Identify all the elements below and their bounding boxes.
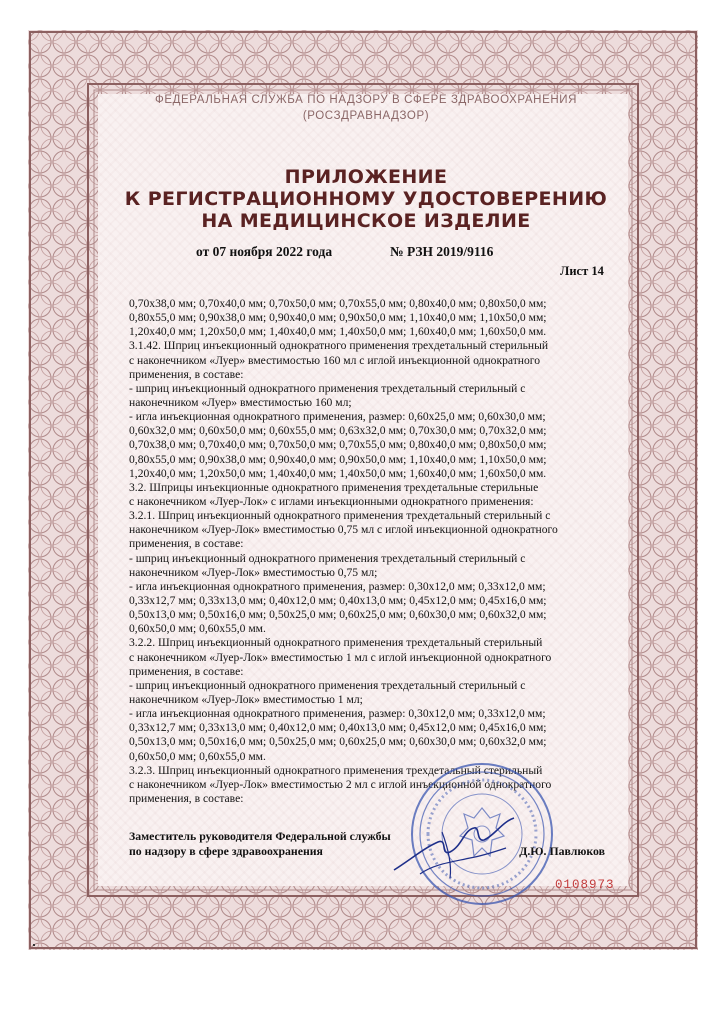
title-line-3: НА МЕДИЦИНСКОЕ ИЗДЕЛИЕ [201, 210, 531, 232]
body-text-line: с наконечником «Луер-Лок» вместимостью 2 мл с иглой инъекционной однократного [129, 777, 552, 791]
body-text-line: - шприц инъекционный однократного применения трехдетальный стерильный с [129, 551, 526, 565]
body-text-line: - шприц инъекционный однократного применения трехдетальный стерильный с [129, 678, 526, 692]
body-text-line: 0,60x32,0 мм; 0,60x50,0 мм; 0,60x55,0 мм; 0,63x32,0 мм; 0,70x30,0 мм; 0,70x32,0 мм; [129, 424, 547, 438]
serial-number: 0108973 [555, 878, 615, 892]
scan-speck [33, 944, 35, 946]
body-text-line: 0,70x38,0 мм; 0,70x40,0 мм; 0,70x50,0 мм; 0,70x55,0 мм; 0,80x40,0 мм; 0,80x50,0 мм; [129, 297, 547, 310]
body-text-line: применения, в составе: [129, 664, 244, 678]
body-text-line: 1,20x40,0 мм; 1,20x50,0 мм; 1,40x40,0 мм; 1,40x50,0 мм; 1,60x40,0 мм; 1,60x50,0 мм. [129, 325, 547, 339]
body-text-line: 0,60x50,0 мм; 0,60x55,0 мм. [129, 622, 266, 636]
signer-name: Д.Ю. Павлюков [519, 844, 605, 858]
body-text-line: - игла инъекционная однократного применения, размер: 0,30x12,0 мм; 0,33x12,0 мм; [129, 707, 546, 721]
body-text-line: - шприц инъекционный однократного применения трехдетальный стерильный с [129, 381, 526, 395]
body-text-line: 3.2.3. Шприц инъекционный однократного применения трехдетальный стерильный [129, 763, 543, 777]
body-text-line: 0,50x13,0 мм; 0,50x16,0 мм; 0,50x25,0 мм; 0,60x25,0 мм; 0,60x30,0 мм; 0,60x32,0 мм; [129, 735, 547, 749]
title-line-1: ПРИЛОЖЕНИЕ [284, 166, 448, 188]
body-text-line: наконечником «Луер-Лок» вместимостью 0,75 мл с иглой инъекционной однократного [129, 523, 558, 537]
signer-position-line-1: Заместитель руководителя Федеральной службы [129, 829, 391, 843]
sheet-number: Лист 14 [560, 264, 604, 278]
body-text-line: применения, в составе: [129, 367, 244, 381]
body-text-line: применения, в составе: [129, 537, 244, 551]
body-text-line: 3.2.1. Шприц инъекционный однократного применения трехдетальный стерильный с [129, 509, 551, 523]
body-text-line: 0,80x55,0 мм; 0,90x38,0 мм; 0,90x40,0 мм; 0,90x50,0 мм; 1,10x40,0 мм; 1,10x50,0 мм; [129, 311, 547, 325]
agency-name: ФЕДЕРАЛЬНАЯ СЛУЖБА ПО НАДЗОРУ В СФЕРЕ ЗДРАВООХРАНЕНИЯ [154, 94, 578, 106]
title-line-2: К РЕГИСТРАЦИОННОМУ УДОСТОВЕРЕНИЮ [124, 188, 608, 210]
body-text-line: - игла инъекционная однократного применения, размер: 0,30x12,0 мм; 0,33x12,0 мм; [129, 579, 546, 593]
body-text-line: 0,33x12,7 мм; 0,33x13,0 мм; 0,40x12,0 мм; 0,40x13,0 мм; 0,45x12,0 мм; 0,45x16,0 мм; [129, 721, 547, 735]
body-text-line: применения, в составе: [129, 791, 244, 805]
registration-number: № РЗН 2019/9116 [390, 244, 494, 259]
body-text-line: наконечником «Луер-Лок» вместимостью 1 мл; [129, 692, 363, 706]
body-text-line: 3.2. Шприцы инъекционные однократного применения трехдетальные стерильные [129, 480, 539, 494]
signer-position-line-2: по надзору в сфере здравоохранения [129, 844, 323, 858]
body-text-line: - игла инъекционная однократного применения, размер: 0,60x25,0 мм; 0,60x30,0 мм; [129, 410, 546, 424]
body-text-line: с наконечником «Луер-Лок» вместимостью 1 мл с иглой инъекционной однократного [129, 650, 552, 664]
body-text-line: 0,33x12,7 мм; 0,33x13,0 мм; 0,40x12,0 мм; 0,40x13,0 мм; 0,45x12,0 мм; 0,45x16,0 мм; [129, 593, 547, 607]
body-text-line: 3.1.42. Шприц инъекционный однократного применения трехдетальный стерильный [129, 339, 549, 353]
signature-block [129, 829, 605, 859]
body-text-line: наконечником «Луер» вместимостью 160 мл; [129, 395, 352, 409]
body-text-line: 0,70x38,0 мм; 0,70x40,0 мм; 0,70x50,0 мм; 0,70x55,0 мм; 0,80x40,0 мм; 0,80x50,0 мм; [129, 438, 547, 452]
body-text-line: 1,20x40,0 мм; 1,20x50,0 мм; 1,40x40,0 мм; 1,40x50,0 мм; 1,60x40,0 мм; 1,60x50,0 мм. [129, 466, 547, 480]
document-title [96, 166, 636, 232]
body-text-line: 0,60x50,0 мм; 0,60x55,0 мм. [129, 749, 266, 763]
body-text-line: 0,80x55,0 мм; 0,90x38,0 мм; 0,90x40,0 мм; 0,90x50,0 мм; 1,10x40,0 мм; 1,10x50,0 мм; [129, 452, 547, 466]
body-text-line: с наконечником «Луер» вместимостью 160 мл с иглой инъекционной однократного [129, 353, 541, 367]
body-text-line: 3.2.2. Шприц инъекционный однократного применения трехдетальный стерильный [129, 636, 543, 650]
body-text-line: с наконечником «Луер-Лок» с иглами инъекционными однократного применения: [129, 494, 534, 508]
agency-header [96, 92, 636, 124]
agency-abbreviation: (РОСЗДРАВНАДЗОР) [302, 110, 430, 122]
document-body [129, 297, 601, 806]
body-text-line: наконечником «Луер-Лок» вместимостью 0,75 мл; [129, 565, 378, 579]
body-text-line: 0,50x13,0 мм; 0,50x16,0 мм; 0,50x25,0 мм; 0,60x25,0 мм; 0,60x30,0 мм; 0,60x32,0 мм; [129, 608, 547, 622]
issue-date: от 07 ноября 2022 года [196, 244, 333, 259]
date-number-line [196, 244, 596, 260]
